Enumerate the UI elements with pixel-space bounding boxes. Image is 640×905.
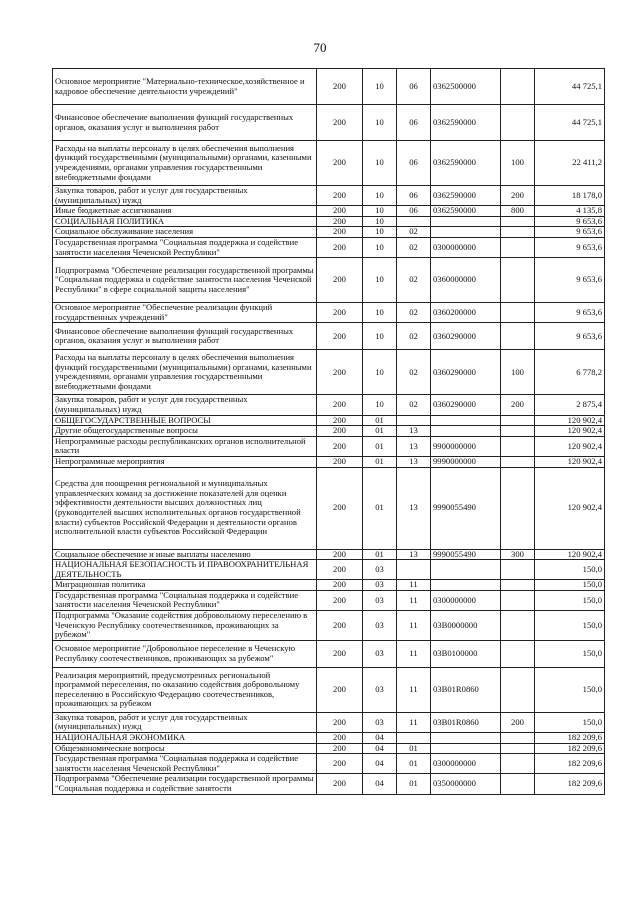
- row-rz-cell: 10: [363, 350, 397, 395]
- row-sum-cell: 182 209,6: [535, 743, 605, 754]
- row-name-cell: Расходы на выплаты персоналу в целях обеспечения выполнения функций государственными (муниципальными) органами, казенными учреждениями, органами управления государственными внебюджетными фондами: [53, 141, 317, 186]
- row-rz-cell: 10: [363, 395, 397, 415]
- row-sum-cell: 150,0: [535, 560, 605, 580]
- row-pr-cell: 13: [397, 467, 431, 549]
- row-vr-cell: 100: [501, 141, 535, 186]
- row-rz-cell: 10: [363, 323, 397, 350]
- row-sum-cell: 150,0: [535, 580, 605, 591]
- row-sum-cell: 120 902,4: [535, 549, 605, 560]
- row-name-cell: Закупка товаров, работ и услуг для государственных (муниципальных) нужд: [53, 395, 317, 415]
- row-csr-cell: 03B01R0860: [431, 712, 501, 732]
- row-gr-cell: 200: [317, 216, 363, 227]
- table-row: [53, 774, 605, 794]
- row-vr-cell: [501, 258, 535, 303]
- row-pr-cell: 13: [397, 456, 431, 467]
- table-row: [53, 733, 605, 744]
- table-row: [53, 141, 605, 186]
- row-vr-cell: [501, 580, 535, 591]
- table-row: [53, 640, 605, 667]
- row-csr-cell: 9990055490: [431, 549, 501, 560]
- table-row: [53, 303, 605, 323]
- row-csr-cell: [431, 580, 501, 591]
- table-row: [53, 395, 605, 415]
- row-csr-cell: 0300000000: [431, 237, 501, 257]
- row-csr-cell: [431, 560, 501, 580]
- row-gr-cell: 200: [317, 105, 363, 141]
- row-name-cell: Другие общегосударственные вопросы: [53, 426, 317, 437]
- row-rz-cell: 04: [363, 733, 397, 744]
- row-sum-cell: 4 135,8: [535, 206, 605, 217]
- row-rz-cell: 10: [363, 206, 397, 217]
- row-gr-cell: 200: [317, 415, 363, 426]
- row-gr-cell: 200: [317, 549, 363, 560]
- row-sum-cell: 2 875,4: [535, 395, 605, 415]
- row-csr-cell: 03B0000000: [431, 611, 501, 641]
- row-csr-cell: 0362590000: [431, 141, 501, 186]
- row-name-cell: СОЦИАЛЬНАЯ ПОЛИТИКА: [53, 216, 317, 227]
- row-rz-cell: 10: [363, 227, 397, 238]
- row-rz-cell: 10: [363, 105, 397, 141]
- row-pr-cell: 02: [397, 258, 431, 303]
- budget-table: [52, 68, 605, 795]
- row-gr-cell: 200: [317, 560, 363, 580]
- row-rz-cell: 10: [363, 237, 397, 257]
- row-pr-cell: 13: [397, 549, 431, 560]
- row-vr-cell: [501, 611, 535, 641]
- row-sum-cell: 182 209,6: [535, 754, 605, 774]
- row-pr-cell: 11: [397, 667, 431, 712]
- table-row: [53, 549, 605, 560]
- row-pr-cell: 13: [397, 426, 431, 437]
- table-row: [53, 69, 605, 105]
- row-pr-cell: 11: [397, 580, 431, 591]
- row-sum-cell: 120 902,4: [535, 415, 605, 426]
- row-vr-cell: [501, 323, 535, 350]
- table-row: [53, 467, 605, 549]
- row-pr-cell: 02: [397, 395, 431, 415]
- row-pr-cell: 06: [397, 105, 431, 141]
- row-name-cell: Общеэкономические вопросы: [53, 743, 317, 754]
- row-name-cell: Подпрограмма "Обеспечение реализации государственной программы "Социальная поддержка и содействие занятости: [53, 774, 317, 794]
- row-name-cell: Подпрограмма "Оказание содействия добровольному переселению в Чеченскую Республику соотечественников, проживающих за рубежом": [53, 611, 317, 641]
- row-sum-cell: 120 902,4: [535, 456, 605, 467]
- table-row: [53, 227, 605, 238]
- row-sum-cell: 9 653,6: [535, 323, 605, 350]
- row-pr-cell: 06: [397, 186, 431, 206]
- row-gr-cell: 200: [317, 774, 363, 794]
- row-name-cell: Расходы на выплаты персоналу в целях обеспечения выполнения функций государственными (муниципальными) органами, казенными учреждениями, органами управления государственными внебюджетными фондами: [53, 350, 317, 395]
- table-row: [53, 580, 605, 591]
- row-name-cell: ОБЩЕГОСУДАРСТВЕННЫЕ ВОПРОСЫ: [53, 415, 317, 426]
- row-name-cell: Миграционная политика: [53, 580, 317, 591]
- row-name-cell: Основное мероприятие "Обеспечение реализации функций государственных учреждений": [53, 303, 317, 323]
- row-csr-cell: [431, 227, 501, 238]
- row-gr-cell: 200: [317, 580, 363, 591]
- row-name-cell: Государственная программа "Социальная поддержка и содействие занятости населения Чеченской Республики": [53, 754, 317, 774]
- row-gr-cell: 200: [317, 611, 363, 641]
- row-vr-cell: [501, 426, 535, 437]
- row-vr-cell: [501, 69, 535, 105]
- row-name-cell: Непрограммные расходы республиканских органов исполнительной власти: [53, 436, 317, 456]
- row-sum-cell: 150,0: [535, 590, 605, 610]
- page-number: 70: [313, 40, 327, 55]
- row-pr-cell: 01: [397, 743, 431, 754]
- row-pr-cell: 02: [397, 303, 431, 323]
- row-sum-cell: 44 725,1: [535, 105, 605, 141]
- row-pr-cell: 06: [397, 206, 431, 217]
- row-name-cell: Финансовое обеспечение выполнения функций государственных органов, оказания услуг и выполнения работ: [53, 105, 317, 141]
- row-sum-cell: 9 653,6: [535, 303, 605, 323]
- row-name-cell: НАЦИОНАЛЬНАЯ ЭКОНОМИКА: [53, 733, 317, 744]
- row-rz-cell: 10: [363, 216, 397, 227]
- row-pr-cell: 11: [397, 590, 431, 610]
- row-sum-cell: 120 902,4: [535, 426, 605, 437]
- row-gr-cell: 200: [317, 186, 363, 206]
- row-pr-cell: 11: [397, 712, 431, 732]
- row-vr-cell: 300: [501, 549, 535, 560]
- table-row: [53, 590, 605, 610]
- row-csr-cell: 0360290000: [431, 350, 501, 395]
- row-name-cell: Иные бюджетные ассигнования: [53, 206, 317, 217]
- row-rz-cell: 01: [363, 436, 397, 456]
- row-csr-cell: [431, 743, 501, 754]
- row-rz-cell: 03: [363, 560, 397, 580]
- row-sum-cell: 22 411,2: [535, 141, 605, 186]
- table-row: [53, 323, 605, 350]
- row-rz-cell: 10: [363, 186, 397, 206]
- row-sum-cell: 150,0: [535, 611, 605, 641]
- row-sum-cell: 9 653,6: [535, 227, 605, 238]
- row-pr-cell: 06: [397, 69, 431, 105]
- row-rz-cell: 04: [363, 743, 397, 754]
- row-name-cell: Реализация мероприятий, предусмотренных региональной программой переселения, по оказанию содействия добровольному переселению в Российскую Федерацию соотечественников, проживающих за рубежом: [53, 667, 317, 712]
- table-row: [53, 712, 605, 732]
- row-gr-cell: 200: [317, 237, 363, 257]
- table-row: [53, 456, 605, 467]
- row-rz-cell: 03: [363, 712, 397, 732]
- row-gr-cell: 200: [317, 395, 363, 415]
- row-csr-cell: [431, 426, 501, 437]
- row-name-cell: Социальное обеспечение и иные выплаты населению: [53, 549, 317, 560]
- row-rz-cell: 04: [363, 754, 397, 774]
- row-name-cell: Финансовое обеспечение выполнения функций государственных органов, оказания услуг и выполнения работ: [53, 323, 317, 350]
- row-sum-cell: 150,0: [535, 640, 605, 667]
- row-gr-cell: 200: [317, 69, 363, 105]
- row-pr-cell: 02: [397, 323, 431, 350]
- table-row: [53, 667, 605, 712]
- row-vr-cell: 200: [501, 395, 535, 415]
- row-gr-cell: 200: [317, 350, 363, 395]
- row-name-cell: Подпрограмма "Обеспечение реализации государственной программы "Социальная поддержка и содействие занятости населения Чеченской Республики" в сфере социальной защиты населения": [53, 258, 317, 303]
- row-rz-cell: 10: [363, 141, 397, 186]
- table-row: [53, 560, 605, 580]
- row-vr-cell: [501, 456, 535, 467]
- row-gr-cell: 200: [317, 743, 363, 754]
- table-row: [53, 611, 605, 641]
- row-csr-cell: 0362590000: [431, 105, 501, 141]
- row-pr-cell: 11: [397, 611, 431, 641]
- row-vr-cell: [501, 415, 535, 426]
- row-pr-cell: [397, 560, 431, 580]
- row-rz-cell: 10: [363, 303, 397, 323]
- row-rz-cell: 03: [363, 611, 397, 641]
- row-csr-cell: 0300000000: [431, 754, 501, 774]
- row-vr-cell: 100: [501, 350, 535, 395]
- row-sum-cell: 150,0: [535, 712, 605, 732]
- row-csr-cell: [431, 216, 501, 227]
- row-sum-cell: 18 178,0: [535, 186, 605, 206]
- row-name-cell: Закупка товаров, работ и услуг для государственных (муниципальных) нужд: [53, 712, 317, 732]
- row-name-cell: Государственная программа "Социальная поддержка и содействие занятости населения Чеченской Республики": [53, 590, 317, 610]
- row-sum-cell: 9 653,6: [535, 216, 605, 227]
- row-rz-cell: 01: [363, 426, 397, 437]
- row-vr-cell: [501, 667, 535, 712]
- row-gr-cell: 200: [317, 141, 363, 186]
- row-vr-cell: [501, 216, 535, 227]
- row-csr-cell: [431, 415, 501, 426]
- table-row: [53, 105, 605, 141]
- row-csr-cell: 0362590000: [431, 206, 501, 217]
- row-vr-cell: [501, 774, 535, 794]
- row-name-cell: НАЦИОНАЛЬНАЯ БЕЗОПАСНОСТЬ И ПРАВООХРАНИТЕЛЬНАЯ ДЕЯТЕЛЬНОСТЬ: [53, 560, 317, 580]
- table-row: [53, 216, 605, 227]
- row-gr-cell: 200: [317, 206, 363, 217]
- row-vr-cell: [501, 237, 535, 257]
- row-vr-cell: [501, 743, 535, 754]
- table-row: [53, 237, 605, 257]
- row-gr-cell: 200: [317, 227, 363, 238]
- row-vr-cell: 800: [501, 206, 535, 217]
- table-row: [53, 206, 605, 217]
- row-sum-cell: 120 902,4: [535, 436, 605, 456]
- row-sum-cell: 44 725,1: [535, 69, 605, 105]
- row-vr-cell: [501, 227, 535, 238]
- row-sum-cell: 150,0: [535, 667, 605, 712]
- row-sum-cell: 182 209,6: [535, 774, 605, 794]
- row-pr-cell: [397, 415, 431, 426]
- row-rz-cell: 01: [363, 467, 397, 549]
- row-csr-cell: [431, 733, 501, 744]
- row-sum-cell: 9 653,6: [535, 258, 605, 303]
- table-row: [53, 350, 605, 395]
- row-gr-cell: 200: [317, 712, 363, 732]
- row-vr-cell: [501, 560, 535, 580]
- row-csr-cell: 0360290000: [431, 323, 501, 350]
- row-rz-cell: 01: [363, 456, 397, 467]
- row-rz-cell: 03: [363, 640, 397, 667]
- row-pr-cell: 02: [397, 227, 431, 238]
- row-pr-cell: 13: [397, 436, 431, 456]
- row-vr-cell: [501, 105, 535, 141]
- table-row: [53, 186, 605, 206]
- row-pr-cell: 01: [397, 754, 431, 774]
- table-row: [53, 415, 605, 426]
- row-gr-cell: 200: [317, 667, 363, 712]
- row-csr-cell: 0362500000: [431, 69, 501, 105]
- row-name-cell: Социальное обслуживание населения: [53, 227, 317, 238]
- table-row: [53, 754, 605, 774]
- row-vr-cell: [501, 640, 535, 667]
- row-csr-cell: 9990055490: [431, 467, 501, 549]
- row-rz-cell: 10: [363, 69, 397, 105]
- row-gr-cell: 200: [317, 456, 363, 467]
- row-sum-cell: 182 209,6: [535, 733, 605, 744]
- row-gr-cell: 200: [317, 754, 363, 774]
- row-vr-cell: 200: [501, 186, 535, 206]
- row-name-cell: Государственная программа "Социальная поддержка и содействие занятости населения Чеченской Республики": [53, 237, 317, 257]
- table-row: [53, 743, 605, 754]
- row-gr-cell: 200: [317, 467, 363, 549]
- row-vr-cell: [501, 303, 535, 323]
- row-name-cell: Основное мероприятие "Добровольное переселение в Чеченскую Республику соотечественников, проживающих за рубежом": [53, 640, 317, 667]
- row-rz-cell: 03: [363, 667, 397, 712]
- row-rz-cell: 01: [363, 549, 397, 560]
- row-rz-cell: 10: [363, 258, 397, 303]
- row-csr-cell: 9900000000: [431, 436, 501, 456]
- row-vr-cell: 200: [501, 712, 535, 732]
- row-gr-cell: 200: [317, 733, 363, 744]
- row-csr-cell: 9990000000: [431, 456, 501, 467]
- row-vr-cell: [501, 467, 535, 549]
- row-csr-cell: 03B0100000: [431, 640, 501, 667]
- table-row: [53, 426, 605, 437]
- row-pr-cell: 02: [397, 237, 431, 257]
- row-gr-cell: 200: [317, 640, 363, 667]
- row-csr-cell: 0300000000: [431, 590, 501, 610]
- row-pr-cell: 01: [397, 774, 431, 794]
- row-vr-cell: [501, 754, 535, 774]
- row-rz-cell: 01: [363, 415, 397, 426]
- row-name-cell: Непрограммные мероприятия: [53, 456, 317, 467]
- row-rz-cell: 04: [363, 774, 397, 794]
- row-gr-cell: 200: [317, 590, 363, 610]
- row-pr-cell: [397, 216, 431, 227]
- row-csr-cell: 0360200000: [431, 303, 501, 323]
- table-row: [53, 436, 605, 456]
- row-csr-cell: 0362590000: [431, 186, 501, 206]
- row-gr-cell: 200: [317, 436, 363, 456]
- row-rz-cell: 03: [363, 590, 397, 610]
- row-pr-cell: 11: [397, 640, 431, 667]
- row-csr-cell: 0360000000: [431, 258, 501, 303]
- row-gr-cell: 200: [317, 323, 363, 350]
- row-sum-cell: 120 902,4: [535, 467, 605, 549]
- row-vr-cell: [501, 590, 535, 610]
- row-vr-cell: [501, 733, 535, 744]
- row-name-cell: Средства для поощрения региональной и муниципальных управленческих команд за достижение показателей для оценки эффективности деятельности высших должностных лиц (руководителей высших исполнительных органов государственной власти) субъектов Российской Федерации и деятельности органов исполнительной власти субъектов Российской Федерации: [53, 467, 317, 549]
- row-gr-cell: 200: [317, 303, 363, 323]
- row-gr-cell: 200: [317, 426, 363, 437]
- table-row: [53, 258, 605, 303]
- row-name-cell: Основное мероприятие "Материально-техническое,хозяйственное и кадровое обеспечение деятельности учреждений": [53, 69, 317, 105]
- row-csr-cell: 0350000000: [431, 774, 501, 794]
- row-vr-cell: [501, 436, 535, 456]
- row-pr-cell: 06: [397, 141, 431, 186]
- row-gr-cell: 200: [317, 258, 363, 303]
- row-name-cell: Закупка товаров, работ и услуг для государственных (муниципальных) нужд: [53, 186, 317, 206]
- row-rz-cell: 03: [363, 580, 397, 591]
- row-csr-cell: 0360290000: [431, 395, 501, 415]
- row-sum-cell: 9 653,6: [535, 237, 605, 257]
- row-pr-cell: [397, 733, 431, 744]
- row-csr-cell: 03B01R0860: [431, 667, 501, 712]
- row-sum-cell: 6 778,2: [535, 350, 605, 395]
- row-pr-cell: 02: [397, 350, 431, 395]
